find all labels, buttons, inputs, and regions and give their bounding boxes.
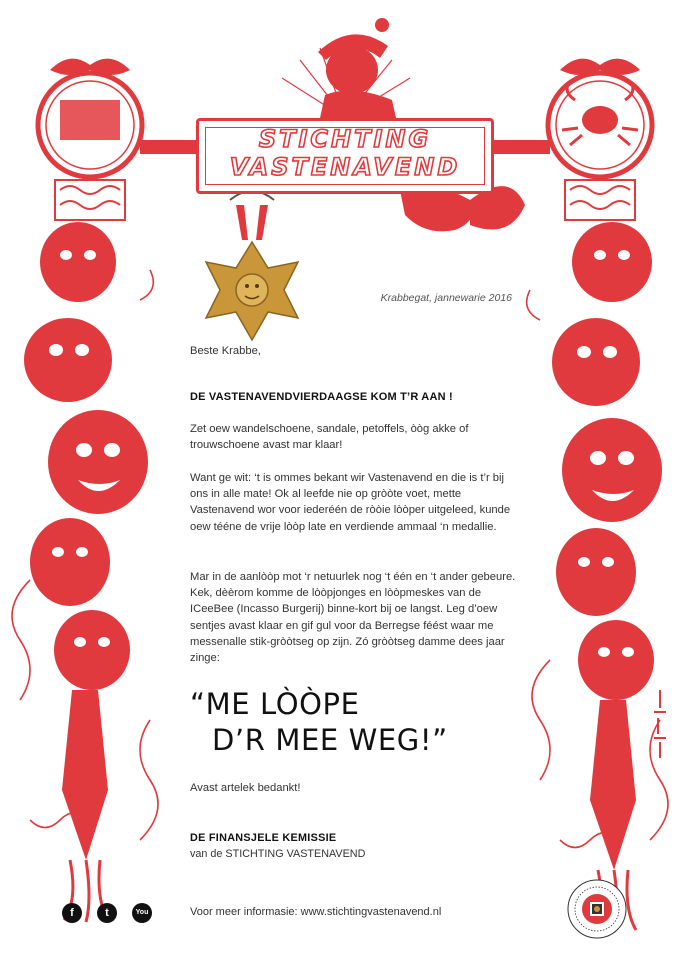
paragraph-2: Want ge wit: ‘t is ommes bekant wir Vastenavend en die is t’r bij ons in alle mate! Ok al leefde nie op gròòte voet, mette Vastenavend wor voor iederéén de ròòie lòòper uitgeleed, kunde oew tééne de vrije lòòp late en verdiende ammaal ‘n medallie.: [190, 472, 511, 533]
jester-figure: [318, 18, 396, 118]
banner-title-line-2: VASTENAVEND: [229, 153, 461, 181]
signature-subtitle: van de STICHTING VASTENAVEND: [190, 848, 366, 860]
banner-title-line-1: STICHTING: [258, 125, 432, 153]
salutation: Beste Krabbe,: [190, 345, 261, 357]
footer-website-info: Voor meer informasie: www.stichtingvastenavend.nl: [190, 906, 442, 918]
right-medallion: [548, 59, 652, 177]
paragraph-1: Zet oew wandelschoene, sandale, petoffels, òòg akke of trouwschoene avast mar klaar!: [190, 423, 469, 452]
paragraph-3: Mar in de aanlòòp mot ‘r netuurlek nog ‘t één en ‘t ander gebeure. Kek, dèèrom komme de lòòpjonges en lòòpmeskes van de ICeeBee (Incasso Burgerij) binne-kort bij oe langst. Leg d’oew sentjes avast klaar en gif gul voor da Berregse féést waar me messenalle stik-gròòtseg op zijn. Zó gròòtseg damme dees jaar zinge:: [190, 571, 516, 665]
facebook-icon[interactable]: f: [62, 903, 82, 923]
left-medallion: [38, 59, 142, 177]
signature-organisation: DE FINANSJELE KEMISSIE: [190, 832, 337, 844]
place-and-date: Krabbegat, jannewarie 2016: [380, 292, 512, 304]
medal-illustration: [206, 191, 298, 340]
slogan-line-2: D’R MEE WEG!”: [212, 723, 448, 757]
youtube-icon[interactable]: You Tube: [132, 903, 152, 923]
foundation-seal-logo: [566, 878, 628, 940]
slogan-quote: [190, 686, 510, 758]
closing-line: Avast artelek bedankt!: [190, 782, 301, 794]
twitter-icon[interactable]: t: [97, 903, 117, 923]
right-face-column: [552, 222, 662, 932]
slogan-line-1: “ME LÒÒPE: [190, 687, 360, 721]
letter-heading: DE VASTENAVENDVIERDAAGSE KOM T’R AAN !: [190, 391, 453, 403]
title-banner: [196, 118, 494, 194]
